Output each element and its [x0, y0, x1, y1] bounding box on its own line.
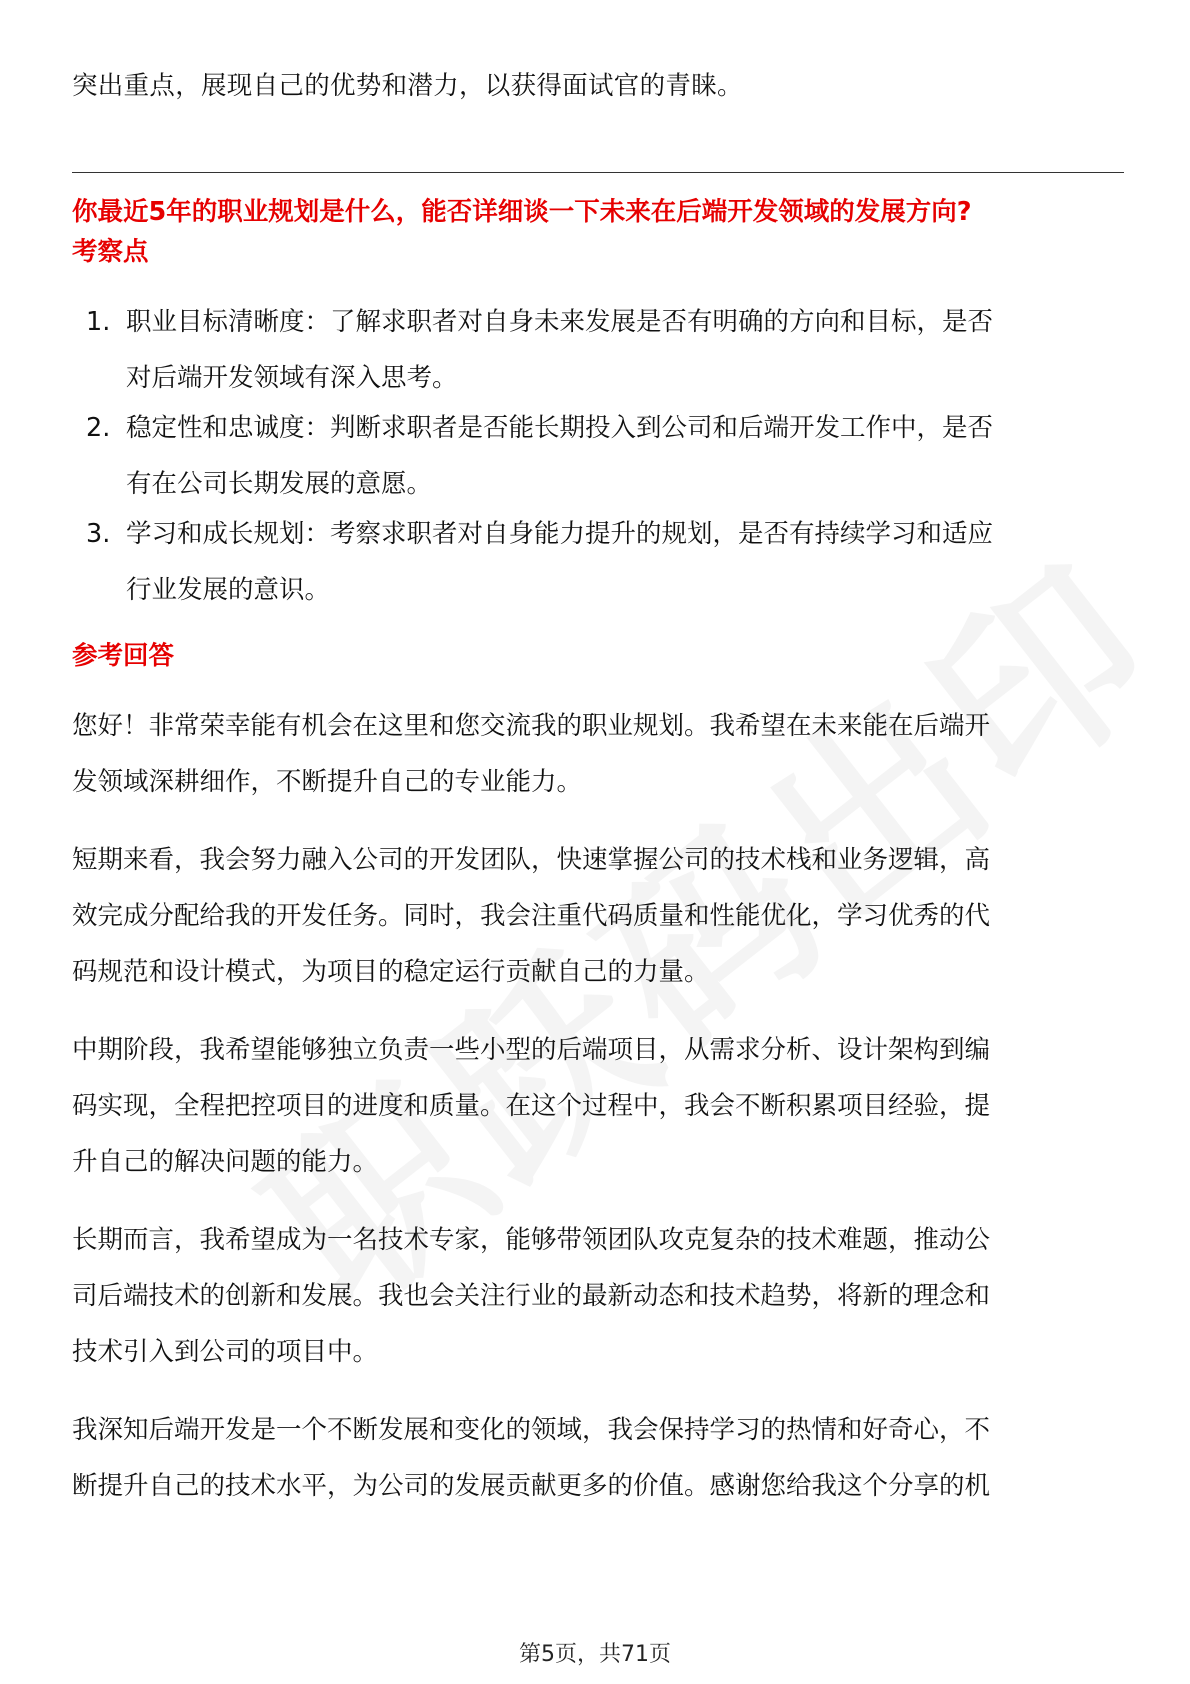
item-text: 学习和成长规划：考察求职者对自身能力提升的规划，是否有持续学习和适应 [126, 519, 994, 549]
item-number: 1. [86, 307, 111, 337]
paragraph-line: 司后端技术的创新和发展。我也会关注行业的最新动态和技术趋势，将新的理念和 [72, 1281, 991, 1311]
answer-paragraph [72, 832, 1124, 1000]
paragraph-line: 中期阶段，我希望能够独立负责一些小型的后端项目，从需求分析、设计架构到编 [72, 1035, 991, 1065]
answer-paragraph [72, 698, 1124, 810]
item-text: 行业发展的意识。 [126, 575, 331, 605]
paragraph-line: 断提升自己的技术水平，为公司的发展贡献更多的价值。感谢您给我这个分享的机 [72, 1471, 991, 1501]
item-text: 对后端开发领域有深入思考。 [126, 363, 458, 393]
intro-line: 突出重点，展现自己的优势和潜力，以获得面试官的青睐。 [72, 71, 743, 101]
paragraph-line: 我深知后端开发是一个不断发展和变化的领域，我会保持学习的热情和好奇心，不 [72, 1415, 991, 1445]
paragraph-line: 发领域深耕细作，不断提升自己的专业能力。 [72, 767, 583, 797]
paragraph-line: 码实现，全程把控项目的进度和质量。在这个过程中，我会不断积累项目经验，提 [72, 1091, 991, 1121]
answer-label: 参考回答 [72, 641, 175, 671]
item-text: 有在公司长期发展的意愿。 [126, 469, 433, 499]
paragraph-line: 技术引入到公司的项目中。 [72, 1337, 379, 1367]
item-text: 稳定性和忠诚度：判断求职者是否能长期投入到公司和后端开发工作中，是否 [126, 413, 994, 443]
page-number-footer: 第5页，共71页 [519, 1642, 671, 1667]
answer-paragraph [72, 1212, 1124, 1380]
question-title: 你最近5年的职业规划是什么，能否详细谈一下未来在后端开发领域的发展方向? [72, 197, 972, 227]
paragraph-line: 效完成分配给我的开发任务。同时，我会注重代码质量和性能优化，学习优秀的代 [72, 901, 991, 931]
item-number: 2. [86, 413, 111, 443]
item-text: 职业目标清晰度：了解求职者对自身未来发展是否有明确的方向和目标，是否 [126, 307, 994, 337]
paragraph-line: 您好！非常荣幸能有机会在这里和您交流我的职业规划。我希望在未来能在后端开 [72, 711, 991, 741]
paragraph-line: 码规范和设计模式，为项目的稳定运行贡献自己的力量。 [72, 957, 710, 987]
answer-paragraph [72, 1402, 1124, 1514]
assessment-label: 考察点 [72, 237, 149, 267]
paragraph-line: 短期来看，我会努力融入公司的开发团队，快速掌握公司的技术栈和业务逻辑，高 [72, 845, 991, 875]
answer-paragraph [72, 1022, 1124, 1190]
section-divider [72, 172, 1124, 173]
paragraph-line: 长期而言，我希望成为一名技术专家，能够带领团队攻克复杂的技术难题，推动公 [72, 1225, 991, 1255]
item-number: 3. [86, 519, 111, 549]
paragraph-line: 升自己的解决问题的能力。 [72, 1147, 379, 1177]
